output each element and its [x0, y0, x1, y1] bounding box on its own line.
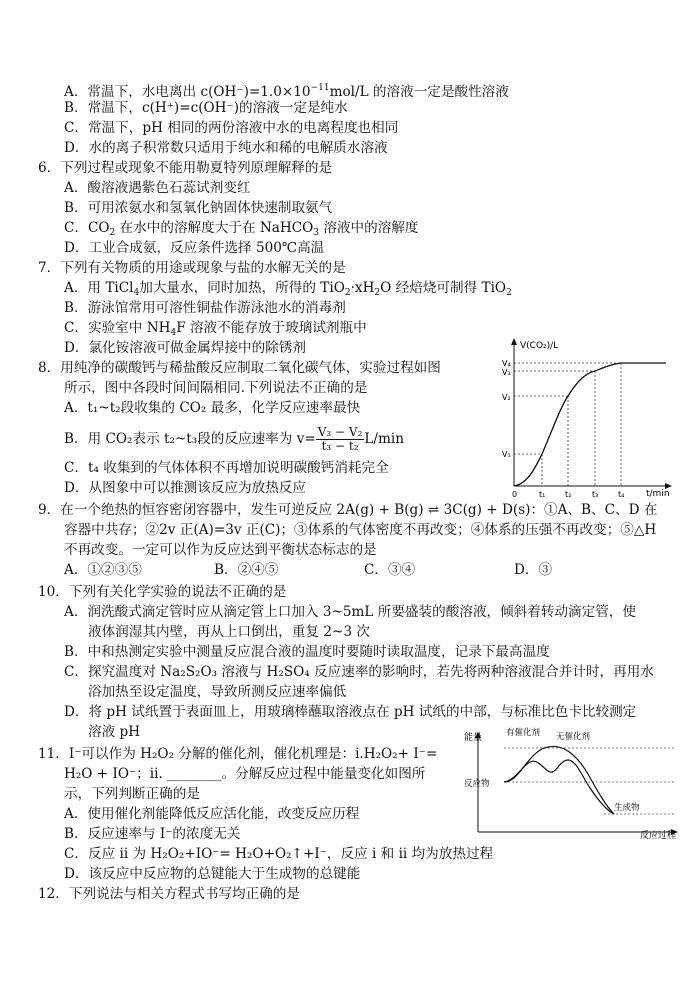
x-tick-t1: t₁: [539, 490, 546, 498]
q11-stem-line1: 11．I⁻可以作为 H₂O₂ 分解的催化剂，催化机理是：i.H₂O₂+ I⁻=: [38, 746, 438, 762]
q6-option-d: D．工业合成氨，反应条件选择 500℃高温: [64, 240, 325, 256]
q9-stem-line1: 9．在一个绝热的恒容密闭容器中，发生可逆反应 2A(g) + B(g) ⇌ 3C(g) + D(s)：①A、B、C、D 在: [38, 502, 658, 518]
q6-stem: 6．下列过程或现象不能用勒夏特列原理解释的是: [38, 160, 333, 176]
y-axis-arrow: [511, 338, 517, 345]
volume-curve: [514, 363, 666, 486]
q11-stem-line3: 示，下列判断正确的是: [64, 786, 200, 802]
q7-option-a: A．用 TiCl$_4$加大量水，同时加热，所得的 $TiO_2\cdot xH_2O$ 经焙烧可制得 TiO$_2$: [64, 280, 512, 298]
q9-stem-line2: 容器中共存；②2v 正(A)=3v 正(C)；③体系的气体密度不再改变；④体系的压强不再改变；⑤△H: [64, 522, 657, 538]
q10-option-c-line2: 浴加热至设定温度，导致所测反应速率偏低: [88, 684, 347, 700]
q10-option-d-line2: 溶液 pH: [88, 724, 141, 740]
x-axis-label: t/min: [646, 489, 670, 498]
q9-options: [64, 560, 664, 580]
q10-option-d-line1: D．将 pH 试纸置于表面皿上，用玻璃棒蘸取溶液点在 pH 试纸的中部，与标准比色卡比较测定: [64, 704, 637, 720]
guide-lines: [514, 363, 621, 486]
q12-stem: 12．下列说法与相关方程式书写均正确的是: [38, 886, 300, 902]
y-tick-v1: V₁: [502, 450, 511, 459]
q10-option-c-line1: C．探究温度对 Na₂S₂O₃ 溶液与 H₂SO₄ 反应速率的影响时，若先将两种溶液混合并计时，再用水: [64, 664, 654, 680]
uncatalyzed-curve: [504, 746, 614, 814]
q6-option-a: A．酸溶液遇紫色石蕊试剂变红: [64, 180, 251, 196]
x-tick-t2: t₂: [565, 490, 572, 498]
no-catalyst-label: 无催化剂: [556, 732, 591, 742]
q7-option-c: C．实验室中 $NH_4F$ 溶液不能存放于玻璃试剂瓶中: [64, 320, 367, 338]
catalyzed-curve: [504, 760, 614, 814]
progress-axis-label: 反应过程: [640, 831, 677, 840]
q8-option-c: C．t₄ 收集到的气体体积不再增加说明碳酸钙消耗完全: [64, 460, 389, 476]
q8-stem-line1: 8．用纯净的碳酸钙与稀盐酸反应制取二氧化碳气体，实验过程如图: [38, 360, 441, 376]
q11-stem-line2: H₂O + IO⁻；ii. ________。分解反应过程中能量变化如图所: [64, 766, 426, 782]
x-tick-t4: t₄: [618, 490, 625, 498]
q10-option-a-line2: 液体润湿其内壁，再从上口倒出，重复 2~3 次: [88, 624, 371, 640]
energy-axis-label: 能量: [464, 733, 483, 743]
q7-option-d: D．氯化铵溶液可做金属焊接中的除锈剂: [64, 340, 306, 356]
q7-option-b: B．游泳馆常用可溶性铜盐作游泳池水的消毒剂: [64, 300, 346, 316]
q8-option-d: D．从图象中可以推测该反应为放热反应: [64, 480, 306, 496]
q5-option-c: C．常温下，pH 相同的两份溶液中水的电离程度也相同: [64, 120, 399, 136]
q11-option-c: C．反应 ii 为 H₂O₂+IO⁻= H₂O+O₂↑+I⁻，反应 i 和 ii 均为放热过程: [64, 846, 494, 862]
y-tick-v3: V₃: [502, 368, 511, 377]
q9-option-b: B．②④⑤: [214, 562, 279, 578]
q9-option-a: A．①②③⑤: [64, 562, 142, 578]
q8-option-b: B．用 CO₂表示 t₂~t₃段的反应速率为 v= $\frac{\text{V₃ − V₂}}{\text{t₃ − t₂}}$ L/min: [64, 425, 405, 453]
q10-option-a-line1: A．润洗酸式滴定管时应从滴定管上口加入 3~5mL 所要盛装的酸溶液，倾斜着转动滴定管，使: [64, 604, 637, 620]
co2-volume-graph: [490, 336, 676, 498]
q11-option-a: A．使用催化剂能降低反应活化能，改变反应历程: [64, 806, 360, 822]
q9-option-c: C．③④: [364, 562, 416, 578]
q8-stem-line2: 所示，图中各段时间间隔相同.下列说法不正确的是: [64, 380, 368, 396]
q6-option-b: B．可用浓氨水和氢氧化钠固体快速制取氨气: [64, 200, 333, 216]
catalyst-label: 有催化剂: [506, 728, 541, 738]
q9-option-d: D．③: [514, 562, 553, 578]
y-axis-label: V(CO₂)/L: [520, 341, 559, 351]
q6-option-c: C．$CO_2$ 在水中的溶解度大于在 NaHCO$_3$ 溶液中的溶解度: [64, 220, 419, 238]
reactant-label: 反应物: [464, 779, 490, 789]
rate-fraction: $\frac{\text{V₃ − V₂}}{\text{t₃ − t₂}}$: [317, 425, 363, 453]
x-tick-t3: t₃: [592, 490, 599, 498]
y-tick-v4: V₄: [502, 359, 511, 368]
q9-stem-line3: 不再改变。一定可以作为反应达到平衡状态标志的是: [64, 542, 377, 558]
y-tick-v2: V₂: [502, 393, 511, 402]
product-label: 生成物: [614, 803, 640, 813]
q5-option-b: B．常温下，c(H⁺)=c(OH⁻)的溶液一定是纯水: [64, 100, 348, 116]
energy-profile-diagram: [464, 726, 682, 840]
q10-option-b: B．中和热测定实验中测量反应混合液的温度时要随时读取温度，记录下最高温度: [64, 644, 550, 660]
x-tick-0: 0: [512, 490, 518, 498]
q5-option-d: D．水的离子积常数只适用于纯水和稀的电解质水溶液: [64, 140, 388, 156]
q11-option-d: D．该反应中反应物的总键能大于生成物的总键能: [64, 866, 361, 882]
q11-option-b: B．反应速率与 I⁻的浓度无关: [64, 826, 241, 842]
q7-stem: 7．下列有关物质的用途或现象与盐的水解无关的是: [38, 260, 346, 276]
q10-stem: 10．下列有关化学实验的说法不正确的是: [38, 584, 287, 600]
q8-option-a: A．t₁~t₂段收集的 CO₂ 最多，化学反应速率最快: [64, 400, 361, 416]
q5-option-a: A．常温下，水电离出 $c(OH^-)=1.0\times 10^{-11}mol/L$ 的溶液一定是酸性溶液: [64, 83, 509, 100]
